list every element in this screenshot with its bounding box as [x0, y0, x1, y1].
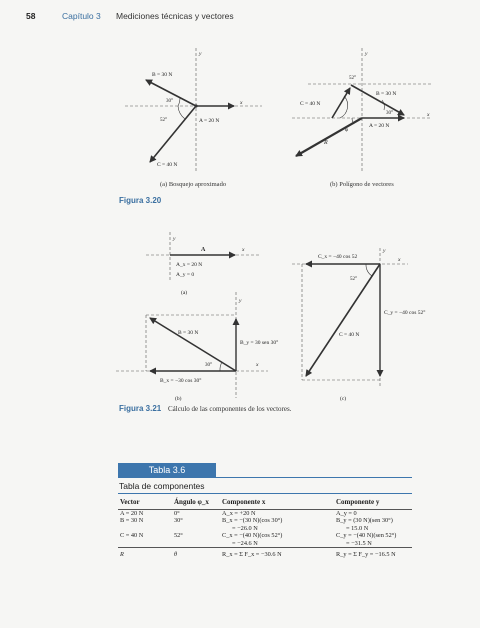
figure-3-20-label: Figura 3.20 [119, 196, 162, 205]
cell: C_x = −(40 N)(cos 52°) [222, 532, 283, 540]
cell [118, 540, 174, 548]
angle-52-label: 52° [160, 118, 167, 123]
figure-3-21a [146, 232, 260, 296]
chapter-label: Capítulo 3 [62, 11, 101, 21]
table-sum-row [118, 548, 412, 559]
angle-arc-30 [178, 98, 180, 106]
by-label: B_y = 30 sen 30° [240, 340, 279, 346]
cell: = −24.6 N [232, 539, 258, 547]
vector-a-label: A [201, 247, 206, 253]
vector-b-label: B = 30 N [178, 330, 199, 336]
bx-label: B_x = −30 cos 30° [160, 378, 202, 384]
angle-30-label: 30° [386, 111, 393, 116]
col-component-y: Componente y [336, 497, 412, 510]
fig320a-caption: (a) Bosquejo aproximado [160, 181, 227, 188]
col-component-x: Componente x [222, 497, 336, 510]
figure-3-20b [292, 48, 432, 172]
table-row [118, 510, 412, 518]
vector-c-label: C = 40 N [300, 101, 321, 107]
ax-label: A_x = 20 N [176, 262, 203, 268]
table-header-row [118, 497, 412, 510]
angle-arc-30 [220, 362, 222, 371]
cell: R_y = Σ F_y = −16.5 N [336, 548, 412, 559]
table-title: Tabla de componentes [119, 481, 205, 491]
cell: 0° [174, 510, 180, 517]
figure-3-20a [125, 48, 262, 172]
y-label: y [383, 248, 386, 254]
figure-3-21-label: Figura 3.21 [119, 404, 162, 413]
cell: A_x = +20 N [222, 510, 256, 517]
vector-r-label: R [324, 140, 328, 146]
vector-b-label: B = 30 N [376, 91, 397, 97]
cell: = 15.0 N [346, 524, 369, 532]
figure-3-21-caption: Cálculo de las componentes de los vectores. [168, 405, 292, 413]
vector-b [150, 318, 236, 371]
cell: = −31.5 N [346, 539, 372, 547]
y-label: y [199, 51, 202, 57]
cell: A_y = 0 [336, 510, 357, 517]
x-label: x [240, 100, 243, 106]
cell: B_x = −(30 N)(cos 30°) [222, 517, 283, 525]
y-label: y [239, 298, 242, 304]
vector-a-label: A = 20 N [369, 123, 390, 129]
cell: 30° [174, 517, 183, 525]
cy-label: C_y = −40 cos 52° [384, 310, 426, 316]
vector-c [306, 264, 380, 376]
phi-label: φ [345, 127, 349, 133]
page-number: 58 [26, 11, 36, 21]
figure-3-21c [292, 248, 425, 402]
angle-52-label: 52° [349, 76, 356, 81]
cell: θ [174, 548, 222, 559]
vector-b-label: B = 30 N [152, 72, 173, 78]
cell [174, 525, 222, 532]
cell [174, 540, 222, 548]
y-label: y [173, 236, 176, 242]
table-row [118, 532, 412, 539]
angle-arc-52 [366, 264, 372, 276]
vector-r [296, 118, 362, 156]
angle-30-label: 30° [166, 99, 173, 104]
cell: 52° [174, 532, 183, 540]
y-label: y [365, 51, 368, 57]
components-table [118, 497, 412, 558]
cell: B = 30 N [120, 517, 144, 525]
cell: C = 40 N [120, 532, 144, 540]
cell: A = 20 N [120, 510, 144, 517]
cell: B_y = (30 N)(sen 30°) [336, 517, 393, 525]
cell [118, 525, 174, 532]
vector-c-label: C = 40 N [157, 162, 178, 168]
ay-label: A_y = 0 [176, 272, 195, 278]
x-label: x [398, 257, 401, 263]
angle-30-label: 30° [205, 363, 212, 368]
origin-dot [194, 104, 197, 107]
angle-arc-30 [382, 100, 384, 110]
col-vector: Vector [118, 497, 174, 510]
col-angle: Ángulo φ_x [174, 497, 222, 510]
subfig-c-label: (c) [340, 396, 347, 402]
fig320b-caption: (b) Polígono de vectores [330, 181, 394, 188]
x-label: x [256, 362, 259, 368]
table-rule-top [118, 477, 412, 478]
vector-c [150, 106, 196, 162]
subfig-a-label: (a) [181, 290, 188, 296]
angle-arc-52 [178, 106, 185, 119]
table-row [118, 540, 412, 548]
figure-3-21b [116, 292, 278, 402]
cell: = −26.0 N [232, 524, 258, 532]
cell: C_y = −(40 N)(sen 52°) [336, 532, 397, 540]
x-label: x [427, 112, 430, 118]
cell: R [118, 548, 174, 559]
angle-52-label: 52° [350, 277, 357, 282]
table-row [118, 517, 412, 524]
vector-a-label: A = 20 N [199, 118, 220, 124]
subfig-b-label: (b) [175, 396, 182, 402]
table-row [118, 525, 412, 532]
x-label: x [242, 247, 245, 253]
table-rule-title [118, 493, 412, 494]
vector-c-label: C = 40 N [339, 332, 360, 338]
chapter-title: Mediciones técnicas y vectores [116, 11, 234, 21]
cx-label: C_x = −40 cos 52 [318, 254, 358, 260]
table-number: Tabla 3.6 [148, 465, 186, 475]
cell: R_x = Σ F_x = −30.6 N [222, 548, 336, 559]
vector-b [351, 85, 404, 115]
